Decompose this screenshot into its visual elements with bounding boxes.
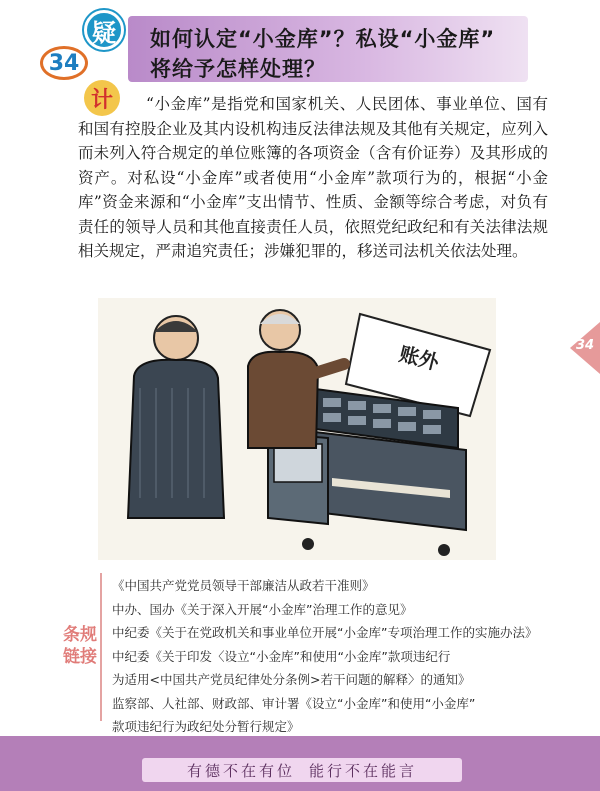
cartoon-illustration: [98, 298, 496, 560]
badge-yi: 疑: [84, 10, 124, 50]
answer-paragraph: “小金库”是指党和国家机关、人民团体、事业单位、国有和国有控股企业及其内设机构违反法律法规及其他有关规定，应列入而未列入符合规定的单位账簿的各项资金（含有价证券）及其形成的资产。对私设“小金库”或者使用“小金库”款项行为的，根据“小金库”资金来源和“小金库”支出情节、性质、金额等综合考虑，对负有责任的领导人员和其他直接责任人员，依照党纪政纪和有关法律法规相关规定，严肃追究责任；涉嫌犯罪的，移送司法机关依法处理。: [78, 95, 548, 260]
regulations-list: [112, 574, 562, 739]
ledger-label: 账外: [396, 341, 442, 375]
title-line-1: 如何认定“小金库”？私设“小金库”: [150, 27, 496, 51]
regulations-divider: [100, 573, 102, 721]
regulation-item: 中纪委《关于在党政机关和事业单位开展“小金库”专项治理工作的实施办法》: [112, 625, 538, 640]
page-title: [150, 24, 530, 84]
regulation-item: 款项违纪行为政纪处分暂行规定》: [112, 719, 300, 734]
regulation-item: 监察部、人社部、财政部、审计署《设立“小金库”和使用“小金库”: [112, 695, 476, 711]
footer-motto: [142, 758, 462, 782]
motto-phrase-2: 能行不在能言: [309, 761, 418, 780]
question-number-badge: 34: [40, 46, 88, 80]
title-line-2: 将给予怎样处理？: [150, 57, 326, 81]
regulation-item: 中纪委《关于印发〈设立“小金库”和使用“小金库”款项违纪行: [112, 648, 451, 664]
regulation-item: 为适用<中国共产党员纪律处分条例>若干问题的解释〉的通知》: [112, 672, 471, 687]
side-page-number: 34: [576, 338, 595, 353]
regulation-item: 《中国共产党党员领导干部廉洁从政若干准则》: [112, 578, 375, 593]
badge-ji: 计: [84, 80, 120, 116]
motto-phrase-1: 有德不在有位: [186, 761, 295, 780]
cartoon-drawing: [98, 298, 496, 560]
regulation-item: 中办、国办《关于深入开展“小金库”治理工作的意见》: [112, 601, 413, 617]
regulations-label: 条规链接: [63, 625, 97, 667]
